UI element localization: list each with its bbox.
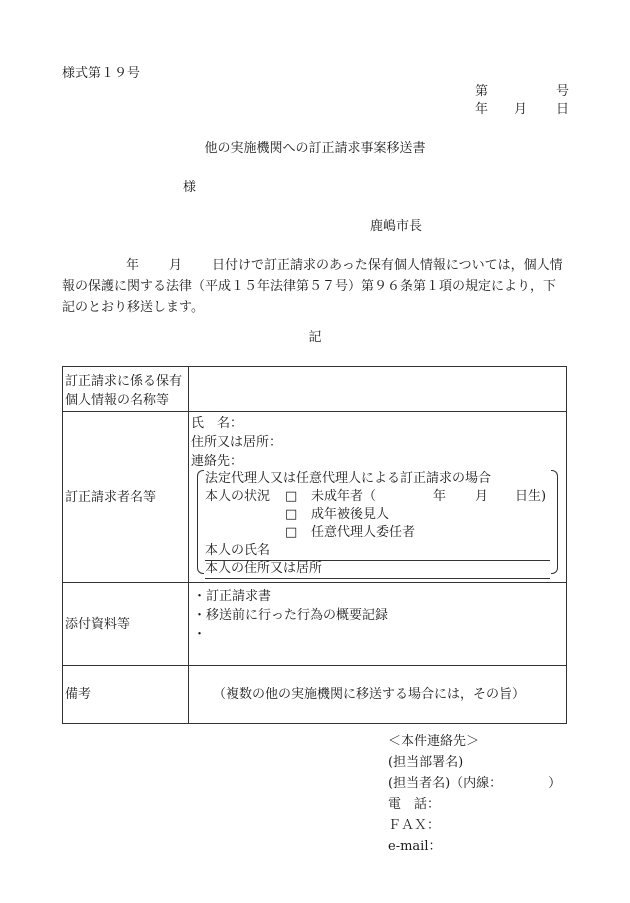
minor-birth-day: 日生) bbox=[515, 489, 547, 504]
info-name-label bbox=[63, 367, 189, 411]
requester-field bbox=[189, 412, 566, 582]
proxy-section bbox=[197, 468, 558, 576]
ki-heading: 記 bbox=[308, 330, 322, 345]
body-line1: 日付けで訂正請求のあった保有個人情報については，個人情 bbox=[212, 258, 563, 273]
minor-checkbox[interactable]: □ bbox=[285, 489, 298, 504]
attachments-label: 添付資料等 bbox=[63, 583, 189, 665]
contact-person-label: (担当者名)（内線： bbox=[388, 776, 503, 791]
table-row bbox=[63, 665, 566, 723]
table-row bbox=[63, 367, 566, 411]
bracket-right bbox=[551, 470, 558, 574]
body-line3: 記のとおり移送します。 bbox=[62, 300, 204, 315]
requester-contact[interactable]: 連絡先： bbox=[191, 454, 244, 469]
delegator-option-label: 任意代理人委任者 bbox=[311, 525, 416, 540]
bracket-left bbox=[197, 470, 204, 574]
requester-name[interactable]: 氏 名： bbox=[191, 416, 244, 431]
minor-option-label: 未成年者（ bbox=[311, 489, 377, 504]
info-name-field[interactable] bbox=[189, 367, 566, 411]
table-row bbox=[63, 582, 566, 665]
document-title: 他の実施機関への訂正請求事案移送書 bbox=[204, 141, 426, 156]
delegator-checkbox[interactable]: □ bbox=[285, 525, 298, 540]
contact-dept: (担当部署名) bbox=[388, 755, 464, 770]
guardian-option-label: 成年被後見人 bbox=[311, 507, 390, 522]
list-item[interactable]: ・ bbox=[193, 627, 207, 642]
body-month: 月 bbox=[169, 258, 183, 273]
contact-email: e-mail： bbox=[388, 839, 442, 854]
remarks-field[interactable] bbox=[189, 666, 566, 723]
body-paragraph bbox=[62, 255, 568, 318]
date-day-label: 日 bbox=[556, 102, 570, 117]
body-year: 年 bbox=[126, 258, 140, 273]
info-name-label-line1: 訂正請求に係る保有 bbox=[65, 374, 183, 389]
guardian-checkbox[interactable]: □ bbox=[285, 507, 298, 522]
minor-birth-month: 月 bbox=[475, 489, 489, 504]
contact-phone: 電 話： bbox=[388, 797, 441, 812]
contact-fax: ＦＡＸ： bbox=[388, 818, 441, 833]
document-number-label: 第 bbox=[475, 84, 489, 99]
minor-birth-year: 年 bbox=[433, 489, 447, 504]
date-year-label: 年 bbox=[475, 102, 489, 117]
list-item: ・移送前に行った行為の概要記録 bbox=[193, 608, 389, 623]
contact-block bbox=[388, 731, 561, 857]
contact-heading: ＜本件連絡先＞ bbox=[388, 734, 480, 749]
remarks-note: （複数の他の実施機関に移送する場合には，その旨） bbox=[213, 687, 526, 702]
list-item: ・訂正請求書 bbox=[193, 589, 272, 604]
info-name-label-line2: 個人情報の名称等 bbox=[65, 393, 170, 408]
contact-person bbox=[388, 773, 561, 794]
remarks-label: 備考 bbox=[63, 666, 189, 723]
document-number-suffix: 号 bbox=[556, 84, 570, 99]
principal-name-field[interactable]: 本人の氏名 bbox=[205, 542, 550, 561]
attachments-field bbox=[189, 583, 566, 665]
contact-person-close: ） bbox=[548, 776, 562, 791]
principal-address-field[interactable]: 本人の住所又は居所 bbox=[205, 560, 550, 579]
sender-name: 鹿嶋市長 bbox=[370, 219, 423, 234]
details-table bbox=[62, 366, 567, 724]
date-month-label: 月 bbox=[514, 102, 528, 117]
attachments-list bbox=[191, 585, 564, 644]
body-line2: 報の保護に関する法律（平成１５年法律第５７号）第９６条第１項の規定により，下 bbox=[62, 279, 557, 294]
table-row bbox=[63, 411, 566, 582]
form-number: 様式第１９号 bbox=[62, 66, 141, 81]
principal-status-label: 本人の状況 bbox=[205, 489, 271, 504]
requester-label: 訂正請求者名等 bbox=[63, 412, 189, 582]
proxy-heading: 法定代理人又は任意代理人による訂正請求の場合 bbox=[205, 471, 492, 486]
requester-address[interactable]: 住所又は居所： bbox=[191, 435, 283, 450]
addressee-suffix: 様 bbox=[183, 180, 197, 195]
